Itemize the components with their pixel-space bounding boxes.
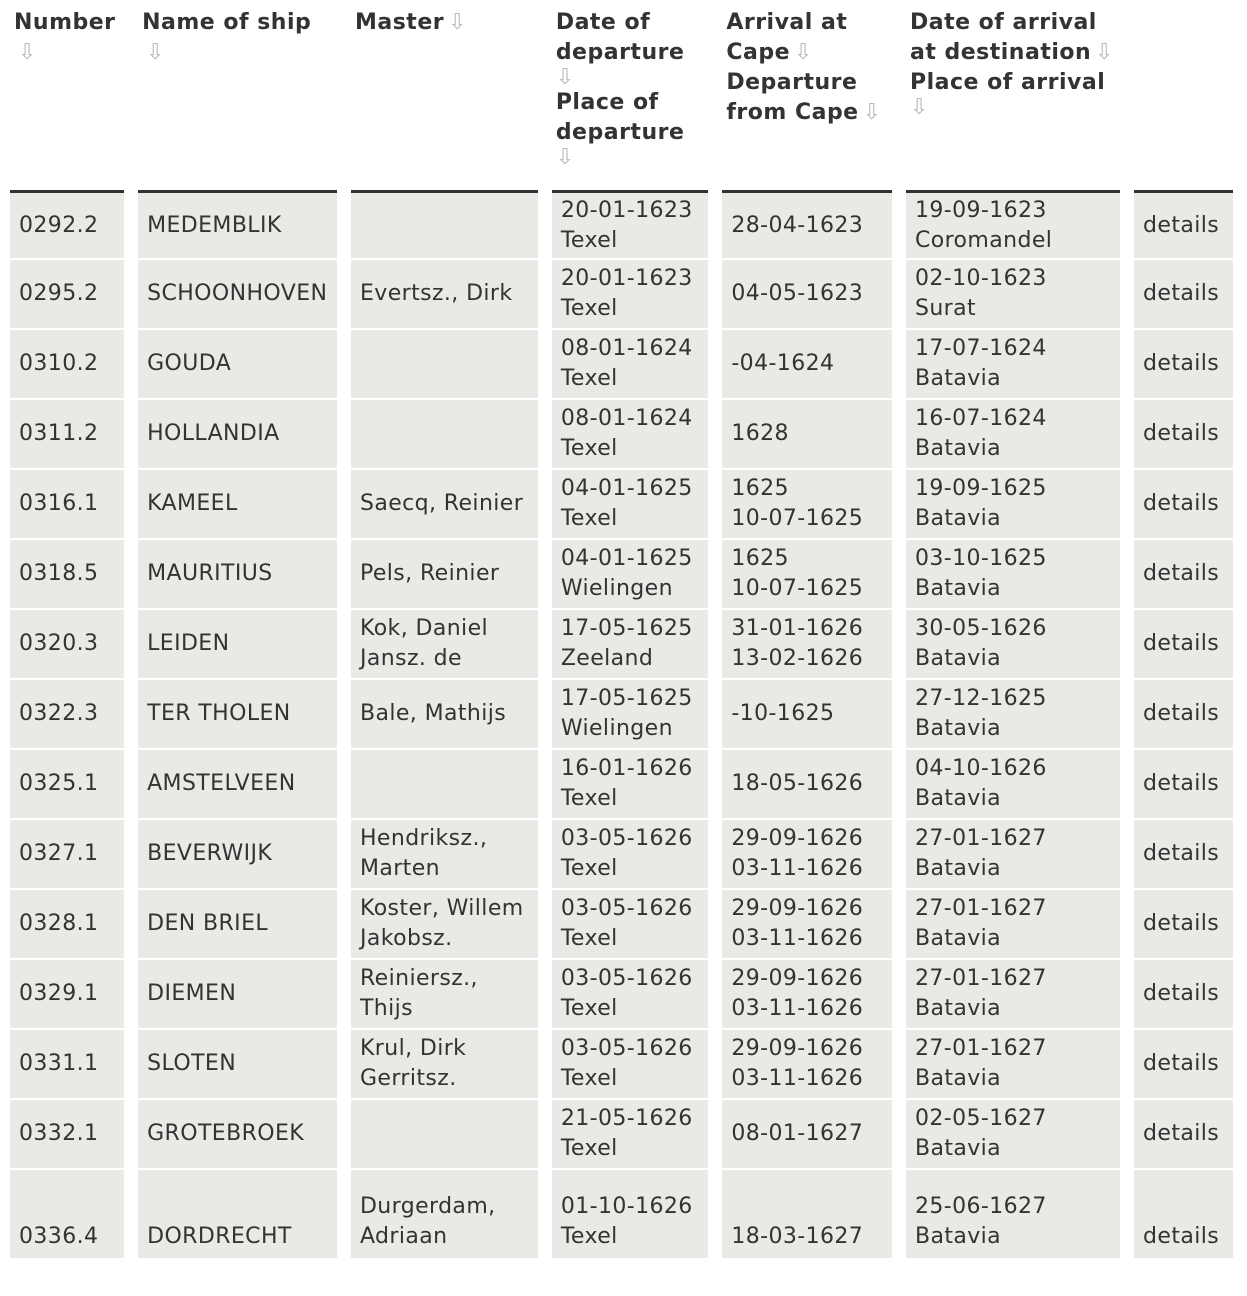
cell-departure-line-2: Texel [560,1224,618,1249]
cell-departure-line-2: Texel [560,296,618,321]
cell-arrival-line-2: Batavia [914,926,1002,951]
sort-arrow-icon[interactable]: ⇩ [1095,40,1115,65]
cell-cape-line-2: 10-07-1625 [731,576,864,601]
cell-departure [552,190,709,260]
cell-cape [722,540,892,610]
cell-arrival-line-1: 19-09-1623 [914,197,1047,223]
table-row [10,960,1233,1030]
cell-arrival [906,960,1120,1030]
cell-master-line-2: Thijs [359,996,414,1021]
cell-ship-name: TER THOLEN [138,680,337,750]
cell-master [351,1100,538,1170]
cell-cape-line-1: 29-09-1626 [731,826,864,851]
column-header-arrival[interactable] [906,0,1120,190]
cell-number: 0336.4 [10,1170,124,1260]
sort-arrow-icon[interactable]: ⇩ [18,40,37,65]
cell-master [351,960,538,1030]
cell-departure-line-2: Texel [560,786,618,811]
cell-arrival-line-2: Batavia [914,1136,1002,1161]
cell-details [1134,680,1233,750]
details-link[interactable]: details [1143,281,1220,306]
cell-details [1134,610,1233,680]
cell-details [1134,330,1233,400]
cell-departure [552,610,709,680]
cell-ship-name: GROTEBROEK [138,1100,337,1170]
header-label: departure [555,120,685,145]
column-header-cape[interactable] [722,0,892,190]
cell-details [1134,820,1233,890]
cell-departure-line-1: 21-05-1626 [560,1106,693,1131]
cell-arrival-line-1: 02-10-1623 [914,266,1047,291]
cell-cape [722,960,892,1030]
cell-cape [722,890,892,960]
cell-ship-name: DEN BRIEL [138,890,337,960]
cell-details [1134,540,1233,610]
cell-master-line-1: Evertsz., Dirk [359,281,513,306]
cell-number: 0329.1 [10,960,124,1030]
cell-arrival-line-1: 27-01-1627 [914,966,1047,991]
cell-ship-name: MAURITIUS [138,540,337,610]
cell-arrival-line-2: Batavia [914,996,1002,1021]
header-label: Number [14,10,116,35]
cell-number: 0295.2 [10,260,124,330]
cell-details [1134,750,1233,820]
cell-cape-line-1: 18-03-1627 [731,1224,864,1249]
cell-cape-line-1: -04-1624 [731,351,835,376]
sort-arrow-icon[interactable]: ⇩ [555,65,575,90]
cell-arrival [906,540,1120,610]
cell-cape-line-1: 29-09-1626 [731,896,864,921]
cell-ship-name: GOUDA [138,330,337,400]
header-label: Master [354,10,445,35]
cell-departure-line-1: 17-05-1625 [560,686,693,711]
cell-cape-line-1: 18-05-1626 [731,771,864,796]
cell-arrival-line-1: 25-06-1627 [914,1194,1047,1219]
cell-master-line-2: Marten [359,856,440,881]
table-row [10,820,1233,890]
cell-cape-line-2: 13-02-1626 [731,646,864,671]
cell-departure-line-2: Texel [560,1066,618,1091]
cell-number: 0331.1 [10,1030,124,1100]
cell-number: 0322.3 [10,680,124,750]
cell-ship-name: LEIDEN [138,610,337,680]
cell-master [351,820,538,890]
details-link[interactable]: details [1143,491,1220,516]
cell-arrival-line-1: 02-05-1627 [914,1106,1047,1131]
cell-master-line-1: Bale, Mathijs [359,701,507,726]
cell-details [1134,470,1233,540]
cell-cape [722,260,892,330]
cell-ship-name: AMSTELVEEN [138,750,337,820]
cell-arrival-line-2: Surat [914,296,977,321]
cell-departure [552,400,709,470]
cell-details [1134,190,1233,260]
header-label: Place of [555,90,659,115]
table-row [10,260,1233,330]
cell-cape-line-1: 29-09-1626 [731,1036,864,1061]
cell-departure-line-2: Zeeland [560,646,654,671]
table-row [10,470,1233,540]
cell-details [1134,260,1233,330]
cell-master-line-2: Jansz. de [359,646,462,671]
table-row [10,610,1233,680]
cell-arrival-line-2: Batavia [914,856,1002,881]
cell-number: 0316.1 [10,470,124,540]
cell-departure-line-2: Texel [560,926,618,951]
cell-number: 0325.1 [10,750,124,820]
cell-departure-line-1: 17-05-1625 [560,616,693,641]
cell-arrival-line-1: 27-01-1627 [914,826,1047,851]
cell-master-line-2: Jakobsz. [359,926,453,951]
header-label: Place of arrival [909,70,1106,95]
cell-cape [722,1170,892,1260]
column-header-number[interactable] [10,0,124,190]
cell-cape [722,400,892,470]
cell-departure-line-1: 20-01-1623 [560,266,693,291]
header-label: Date of [555,10,651,35]
cell-departure-line-1: 08-01-1624 [560,406,693,431]
details-link[interactable]: details [1143,981,1220,1006]
cell-ship-name: HOLLANDIA [138,400,337,470]
cell-ship-name: BEVERWIJK [138,820,337,890]
cell-number: 0292.2 [10,190,124,260]
cell-arrival [906,890,1120,960]
cell-arrival-line-1: 17-07-1624 [914,336,1047,361]
cell-master [351,260,538,330]
cell-number: 0311.2 [10,400,124,470]
cell-master [351,680,538,750]
cell-arrival-line-2: Batavia [914,786,1002,811]
cell-arrival [906,680,1120,750]
cell-arrival-line-2: Batavia [914,436,1002,461]
cell-details [1134,890,1233,960]
cell-departure-line-2: Texel [560,366,618,391]
details-link[interactable]: details [1143,1121,1220,1146]
details-link[interactable]: details [1143,421,1220,446]
cell-departure [552,1030,709,1100]
cell-departure-line-1: 20-01-1623 [560,197,693,223]
table-row [10,890,1233,960]
cell-cape-line-2: 10-07-1625 [731,506,864,531]
column-header-departure[interactable] [552,0,709,190]
table-row [10,1100,1233,1170]
cell-master-line-1: Saecq, Reinier [359,491,524,516]
table-row [10,330,1233,400]
cell-arrival [906,1100,1120,1170]
cell-ship-name: SLOTEN [138,1030,337,1100]
cell-arrival-line-2: Batavia [914,1224,1002,1249]
column-header-master[interactable] [351,0,538,190]
cell-details [1134,1030,1233,1100]
cell-cape-line-1: 1628 [731,421,789,446]
cell-master [351,750,538,820]
cell-details [1134,400,1233,470]
cell-departure-line-1: 08-01-1624 [560,336,693,361]
header-label: at destination [909,40,1092,65]
table-row [10,680,1233,750]
cell-master-line-2: Gerritsz. [359,1066,457,1091]
cell-master [351,470,538,540]
cell-departure [552,1100,709,1170]
cell-master-line-1: Pels, Reinier [359,561,500,586]
cell-arrival-line-2: Batavia [914,646,1002,671]
cell-departure [552,890,709,960]
cell-details [1134,1170,1233,1260]
cell-cape [722,330,892,400]
cell-details [1134,1100,1233,1170]
cell-departure-line-2: Wielingen [560,716,673,741]
cell-master [351,540,538,610]
cell-ship-name: KAMEEL [138,470,337,540]
cell-departure [552,540,709,610]
sort-arrow-icon[interactable]: ⇩ [794,40,813,65]
header-label: from Cape [726,100,859,125]
column-header-ship[interactable] [138,0,337,190]
details-link[interactable]: details [1143,1051,1220,1076]
cell-cape [722,470,892,540]
details-link[interactable]: details [1143,351,1220,376]
table-row [10,190,1233,260]
cell-arrival-line-1: 16-07-1624 [914,406,1047,431]
cell-master-line-1: Durgerdam, [359,1194,496,1219]
cell-master-line-1: Krul, Dirk [359,1036,467,1061]
cell-number: 0327.1 [10,820,124,890]
cell-departure [552,330,709,400]
cell-departure-line-1: 16-01-1626 [560,756,693,781]
cell-cape-line-1: 1625 [731,546,789,571]
cell-ship-name: DIEMEN [138,960,337,1030]
cell-cape-line-2: 03-11-1626 [731,856,864,881]
cell-departure [552,750,709,820]
header-label: Name of ship [142,10,312,35]
cell-master [351,330,538,400]
details-link[interactable]: details [1143,841,1220,866]
cell-number: 0332.1 [10,1100,124,1170]
cell-cape [722,820,892,890]
cell-departure-line-1: 03-05-1626 [560,896,693,921]
cell-arrival-line-2: Batavia [914,506,1002,531]
cell-ship-name: SCHOONHOVEN [138,260,337,330]
header-label: Departure [726,70,858,95]
details-link[interactable]: details [1143,212,1220,238]
cell-arrival-line-1: 27-01-1627 [914,896,1047,921]
cell-arrival [906,1030,1120,1100]
cell-master-line-2: Adriaan [359,1224,448,1249]
cell-ship-name: MEDEMBLIK [138,190,337,260]
cell-master-line-1: Reiniersz., [359,966,478,991]
cell-number: 0318.5 [10,540,124,610]
sort-arrow-icon[interactable]: ⇩ [448,10,468,35]
cell-departure-line-1: 03-05-1626 [560,826,693,851]
details-link[interactable]: details [1143,701,1220,726]
cell-details [1134,960,1233,1030]
cell-departure-line-2: Texel [560,1136,618,1161]
cell-departure-line-1: 01-10-1626 [560,1194,693,1219]
cell-arrival-line-1: 30-05-1626 [914,616,1047,641]
cell-master [351,1030,538,1100]
table-row [10,1170,1233,1260]
cell-cape [722,610,892,680]
details-link[interactable]: details [1143,1224,1220,1249]
cell-arrival-line-2: Batavia [914,716,1002,741]
cell-arrival-line-2: Batavia [914,366,1002,391]
table-body [10,190,1233,1260]
cell-arrival [906,750,1120,820]
cell-departure-line-1: 04-01-1625 [560,476,693,501]
table-header [10,0,1233,190]
cell-master [351,190,538,260]
cell-cape [722,680,892,750]
cell-arrival [906,820,1120,890]
sort-arrow-icon[interactable]: ⇩ [555,145,575,170]
cell-cape-line-1: 29-09-1626 [731,966,864,991]
cell-departure-line-1: 04-01-1625 [560,546,693,571]
sort-arrow-icon[interactable]: ⇩ [862,100,882,125]
cell-departure-line-2: Texel [560,436,618,461]
details-link[interactable]: details [1143,561,1220,586]
cell-cape [722,190,892,260]
cell-cape-line-2: 03-11-1626 [731,1066,864,1091]
cell-master-line-1: Hendriksz., [359,826,488,851]
cell-cape-line-2: 03-11-1626 [731,926,864,951]
table-row [10,750,1233,820]
cell-arrival [906,330,1120,400]
details-link[interactable]: details [1143,911,1220,936]
cell-cape [722,750,892,820]
cell-departure [552,820,709,890]
cell-number: 0320.3 [10,610,124,680]
sort-arrow-icon[interactable]: ⇩ [146,40,166,65]
cell-master [351,1170,538,1260]
sort-arrow-icon[interactable]: ⇩ [909,95,929,120]
cell-departure [552,470,709,540]
cell-master-line-1: Koster, Willem [359,896,524,921]
cell-departure-line-2: Texel [560,996,618,1021]
cell-arrival-line-2: Batavia [914,1066,1002,1091]
header-label: Arrival at [726,10,848,35]
cell-departure-line-2: Texel [560,227,618,253]
cell-master [351,890,538,960]
cell-cape [722,1030,892,1100]
cell-arrival-line-2: Coromandel [914,227,1053,253]
cell-arrival-line-1: 27-12-1625 [914,686,1047,711]
cell-departure [552,260,709,330]
cell-departure-line-2: Wielingen [560,576,673,601]
cell-cape-line-2: 03-11-1626 [731,996,864,1021]
table-row [10,400,1233,470]
cell-arrival [906,470,1120,540]
table-row [10,540,1233,610]
cell-master [351,610,538,680]
cell-number: 0310.2 [10,330,124,400]
cell-arrival [906,190,1120,260]
table-row [10,1030,1233,1100]
cell-arrival-line-1: 03-10-1625 [914,546,1047,571]
details-link[interactable]: details [1143,631,1220,656]
cell-departure [552,680,709,750]
cell-departure [552,1170,709,1260]
cell-number: 0328.1 [10,890,124,960]
cell-arrival-line-1: 19-09-1625 [914,476,1047,501]
cell-arrival-line-1: 04-10-1626 [914,756,1047,781]
column-header-details [1134,0,1233,190]
cell-cape-line-1: 04-05-1623 [731,281,864,306]
cell-departure-line-1: 03-05-1626 [560,1036,693,1061]
details-link[interactable]: details [1143,771,1220,796]
cell-arrival [906,400,1120,470]
cell-ship-name: DORDRECHT [138,1170,337,1260]
cell-master [351,400,538,470]
cell-cape-line-1: 1625 [731,476,789,501]
cell-arrival [906,1170,1120,1260]
cell-departure-line-2: Texel [560,856,618,881]
cell-cape [722,1100,892,1170]
cell-departure [552,960,709,1030]
cell-cape-line-1: 08-01-1627 [731,1121,864,1146]
cell-departure-line-1: 03-05-1626 [560,966,693,991]
cell-cape-line-1: -10-1625 [731,701,835,726]
cell-master-line-1: Kok, Daniel [359,616,489,641]
header-label: Date of arrival [909,10,1097,35]
cell-departure-line-2: Texel [560,506,618,531]
cell-arrival [906,260,1120,330]
cell-arrival-line-2: Batavia [914,576,1002,601]
cell-arrival-line-1: 27-01-1627 [914,1036,1047,1061]
header-label: departure [555,40,685,65]
cell-arrival [906,610,1120,680]
header-label: Cape [726,40,790,65]
cell-cape-line-1: 28-04-1623 [731,212,864,238]
cell-cape-line-1: 31-01-1626 [731,616,864,641]
